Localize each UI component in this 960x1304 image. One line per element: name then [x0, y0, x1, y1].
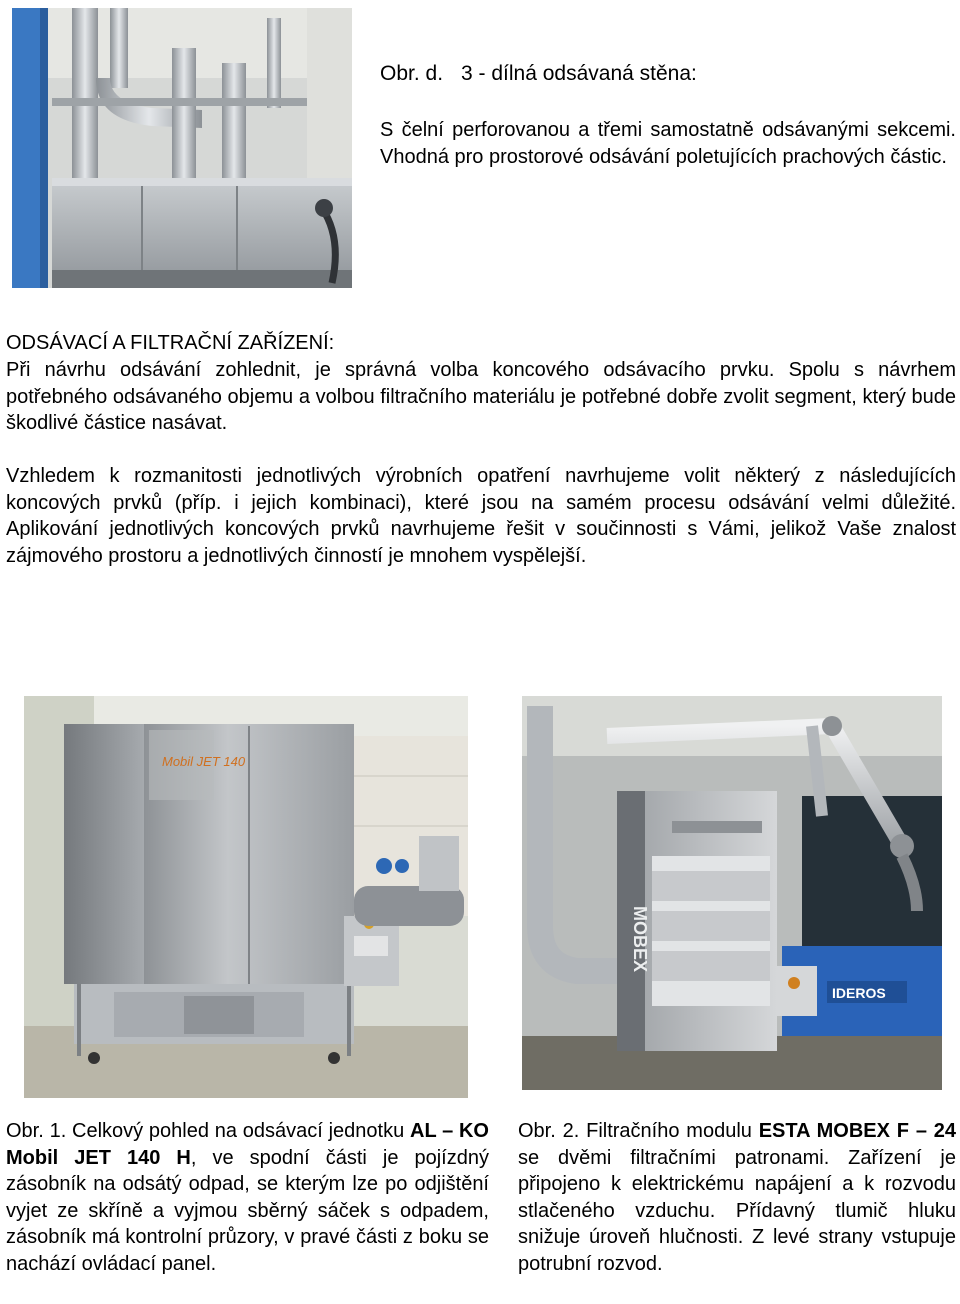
figure-1-text-a: Celkový pohled na odsávací jednotku [66, 1120, 411, 1142]
figure-d-label: Obr. d. [380, 62, 444, 85]
figure-2-product: ESTA MOBEX F – 24 [758, 1120, 957, 1142]
section-heading: ODSÁVACÍ A FILTRAČNÍ ZAŘÍZENÍ: [6, 332, 335, 354]
section-paragraph-1: Při návrhu odsávání zohlednit, je správná volba koncového odsávacího prvku. Spolu s návrhem potřebného odsávaného objemu a volbou filtračního materiálu je potřebné dobře zvolit segment, který bude škodlivé částice nasávat. [6, 359, 956, 434]
figure-2-label: Obr. 2. [518, 1120, 580, 1142]
figure-d-heading: 3 - dílná odsávaná stěna: [461, 62, 697, 85]
photo-esta-mobex [522, 696, 942, 1090]
figure-d-description: S čelní perforovanou a třemi samostatně odsávanými sekcemi. Vhodná pro prostorové odsávání poletujících prachových částic. [380, 119, 956, 168]
photo-mobex-marking: MOBEX [630, 906, 650, 973]
figure-2-text-b: se dvěmi filtračními patronami. Zařízení je připojeno k elektrickému napájení a k rozvodu stlačeného vzduchu. Přídavný tlumič hluku snižuje úroveň hlučnosti. Z levé strany vstupuje potrubní rozvod. [518, 1146, 956, 1275]
figure-2-caption [518, 1118, 956, 1277]
photo-mobil-jet [24, 696, 468, 1098]
photo-suction-wall [12, 8, 352, 288]
figure-1-label: Obr. 1. [6, 1120, 67, 1142]
photo-ideros-marking: IDEROS [832, 985, 886, 1001]
figure-d-title [380, 60, 956, 87]
figure-2-text-a: Filtračního modulu [579, 1120, 759, 1142]
figure-1-product: AL – KO Mobil JET 140 H [6, 1120, 489, 1169]
figure-1-text-b: , ve spodní části je pojízdný zásobník na odsátý odpad, se kterým lze po odjištění vyjet ze skříně a vyjmou sběrný sáček s odpadem, zásobník má kontrolní průzory, v pravé části z boku se nachází ovládací panel. [6, 1146, 489, 1275]
figure-1-caption [6, 1118, 489, 1277]
section-paragraph-2: Vzhledem k rozmanitosti jednotlivých výrobních opatření navrhujeme volit některý z následujících koncových prvků (příp. i jejich kombinaci), které jsou na samém procesu odsávání velmi důležité. Aplikování jednotlivých koncových prvků navrhujeme řešit v součinnosti s Vámi, jelikož Vaše znalost zájmového prostoru a jednotlivých činností je mnohem vyspělejší. [6, 465, 956, 567]
photo-mobil-jet-marking: Mobil JET 140 [162, 754, 246, 769]
